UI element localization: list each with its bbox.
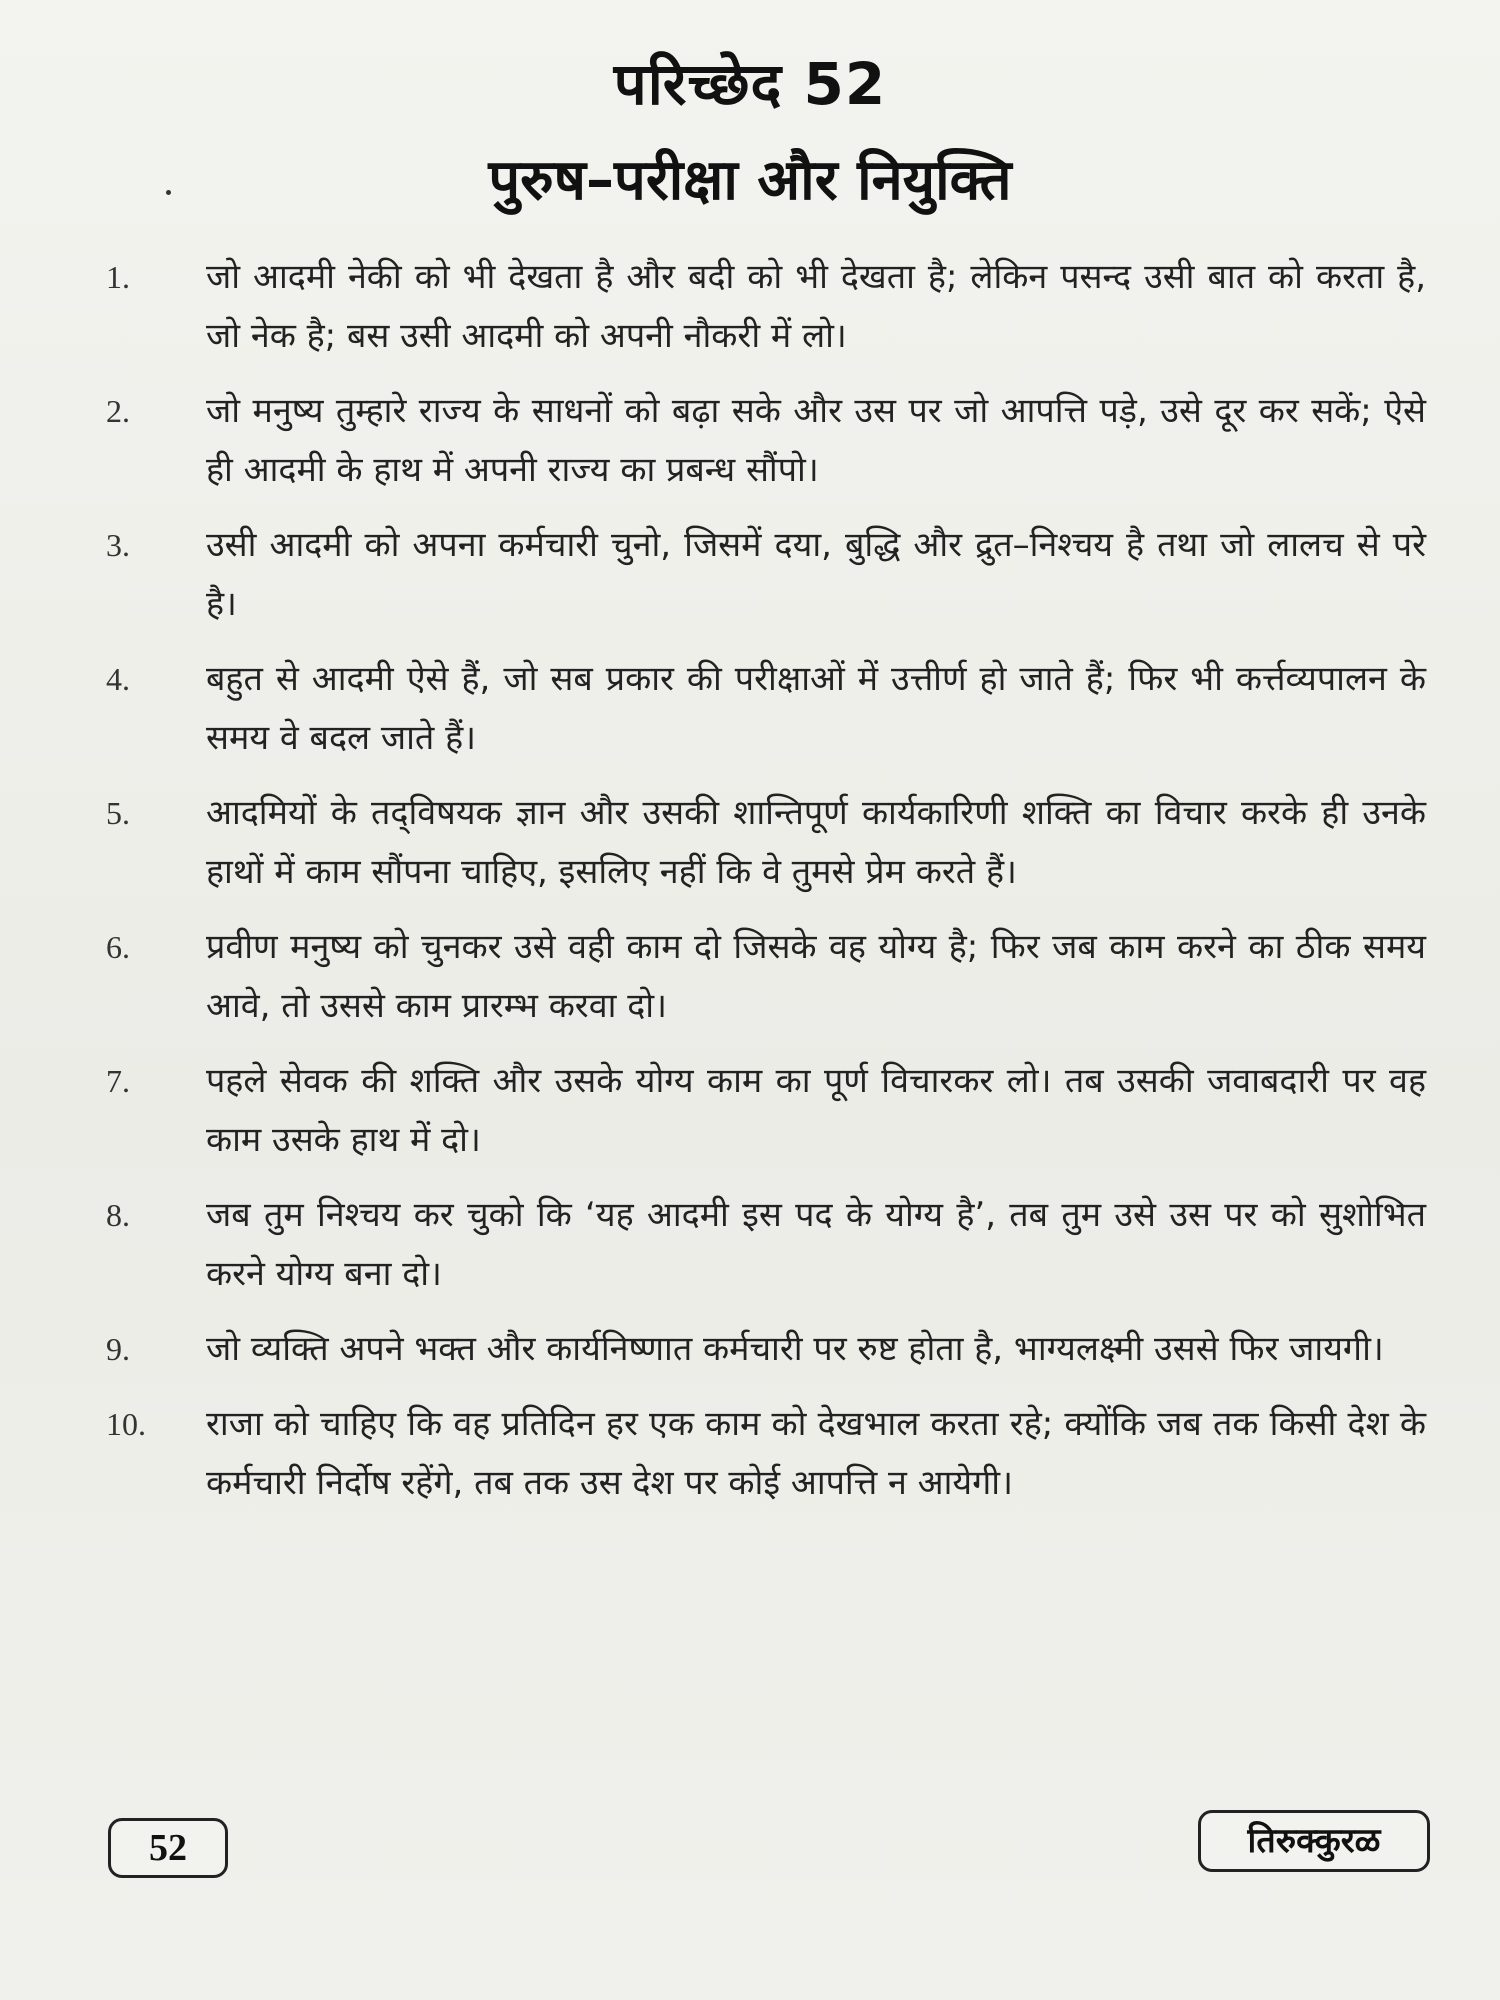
verse-text: जो मनुष्य तुम्हारे राज्य के साधनों को बढ़ा सके और उस पर जो आपत्ति पड़े, उसे दूर कर सकें; ऐसे ही आदमी के हाथ में अपनी राज्य का प्रबन्ध सौंपो। <box>206 391 1426 490</box>
page-number-badge: 52 <box>108 1818 228 1878</box>
verse-item <box>106 1320 1426 1379</box>
stray-dot <box>166 190 171 195</box>
verse-item <box>106 248 1426 366</box>
verse-text: राजा को चाहिए कि वह प्रतिदिन हर एक काम को देखभाल करता रहे; क्योंकि जब तक किसी देश के कर्मचारी निर्दोष रहेंगे, तब तक उस देश पर कोई आपत्ति न आयेगी। <box>206 1404 1426 1503</box>
verse-item <box>106 382 1426 500</box>
chapter-title: पुरुष–परीक्षा और नियुक्ति <box>488 148 1012 213</box>
verse-text: जो व्यक्ति अपने भक्त और कार्यनिष्णात कर्मचारी पर रुष्ट होता है, भाग्यलक्ष्मी उससे फिर जायगी। <box>206 1329 1384 1369</box>
verse-text: बहुत से आदमी ऐसे हैं, जो सब प्रकार की परीक्षाओं में उत्तीर्ण हो जाते हैं; फिर भी कर्त्तव्यपालन के समय वे बदल जाते हैं। <box>206 659 1426 758</box>
verse-number: 3. <box>106 527 130 563</box>
verse-text: आदमियों के तद्‌विषयक ज्ञान और उसकी शान्तिपूर्ण कार्यकारिणी शक्ति का विचार करके ही उनके हाथों में काम सौंपना चाहिए, इसलिए नहीं कि वे तुमसे प्रेम करते हैं। <box>206 793 1426 892</box>
verse-number: 4. <box>106 661 130 697</box>
verse-text: पहले सेवक की शक्ति और उसके योग्य काम का पूर्ण विचारकर लो। तब उसकी जवाबदारी पर वह काम उसके हाथ में दो। <box>206 1061 1426 1160</box>
verse-item <box>106 650 1426 768</box>
book-name-badge: तिरुक्कुरळ <box>1198 1810 1430 1872</box>
verse-number: 9. <box>106 1331 130 1367</box>
verse-text: जो आदमी नेकी को भी देखता है और बदी को भी देखता है; लेकिन पसन्द उसी बात को करता है, जो नेक है; बस उसी आदमी को अपनी नौकरी में लो। <box>206 257 1426 356</box>
verse-item <box>106 918 1426 1036</box>
verse-item <box>106 784 1426 902</box>
verse-item <box>106 516 1426 634</box>
verse-text: उसी आदमी को अपना कर्मचारी चुनो, जिसमें दया, बुद्धि और द्रुत–निश्चय है तथा जो लालच से परे है। <box>206 525 1426 624</box>
verse-text: जब तुम निश्चय कर चुको कि ‘यह आदमी इस पद के योग्य है’, तब तुम उसे उस पर को सुशोभित करने योग्य बना दो। <box>206 1195 1426 1294</box>
verse-number: 5. <box>106 795 130 831</box>
verse-number: 2. <box>106 393 130 429</box>
verse-list <box>106 248 1426 1529</box>
verse-number: 8. <box>106 1197 130 1233</box>
verse-number: 7. <box>106 1063 130 1099</box>
verse-number: 1. <box>106 259 130 295</box>
verse-number: 6. <box>106 929 130 965</box>
verse-text: प्रवीण मनुष्य को चुनकर उसे वही काम दो जिसके वह योग्य है; फिर जब काम करने का ठीक समय आवे, तो उससे काम प्रारम्भ करवा दो। <box>206 927 1426 1026</box>
verse-item <box>106 1052 1426 1170</box>
verse-item <box>106 1186 1426 1304</box>
verse-number: 10. <box>106 1406 146 1442</box>
verse-item <box>106 1395 1426 1513</box>
chapter-heading: परिच्छेद 52 <box>613 50 887 118</box>
